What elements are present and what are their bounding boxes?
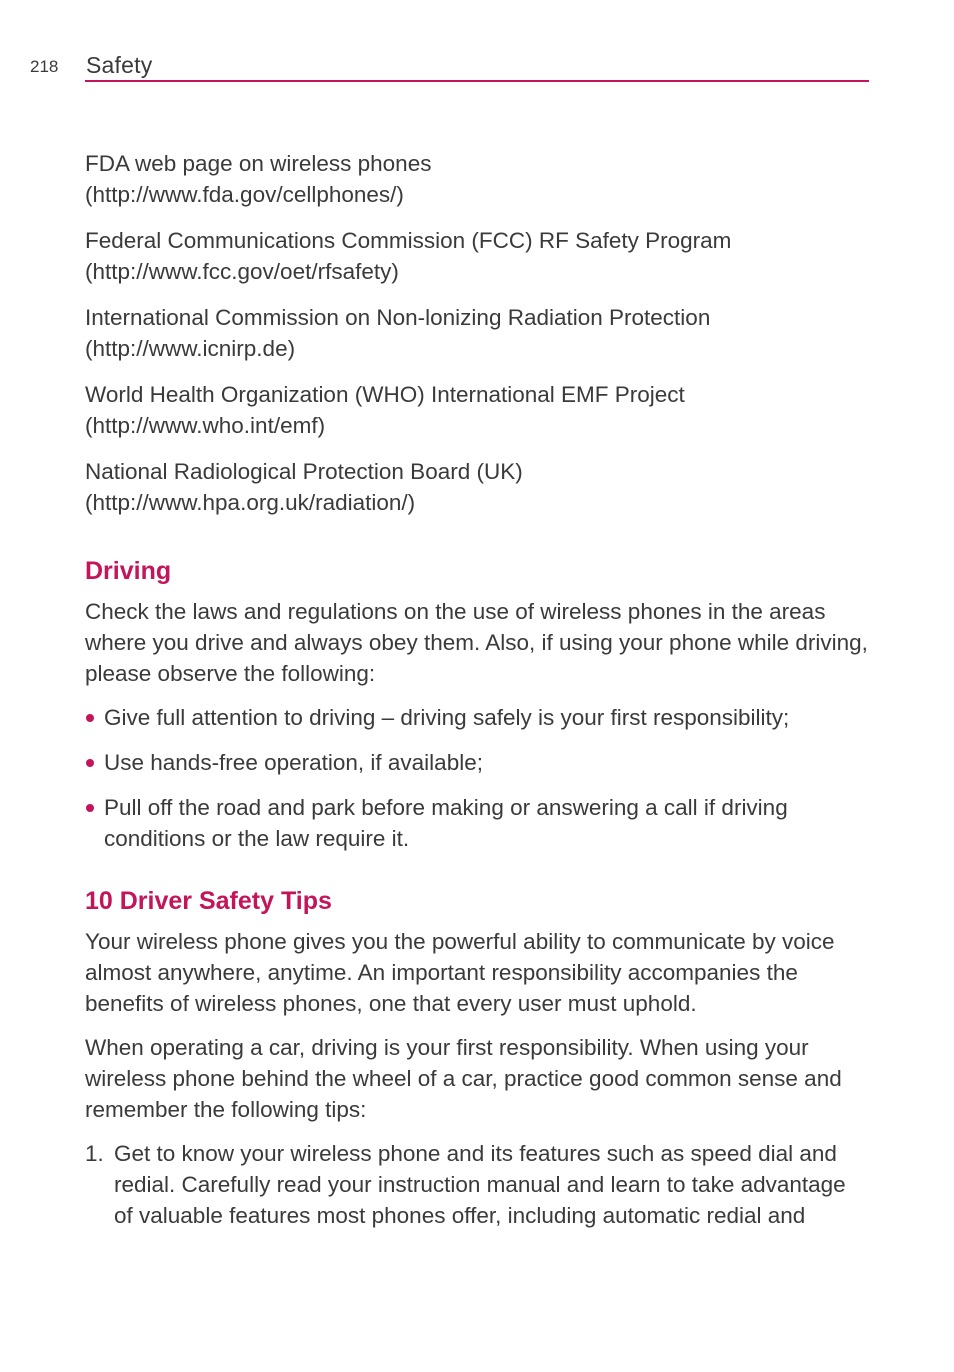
tips-paragraph-1: Your wireless phone gives you the powerful ability to communicate by voice almost anywhere, anytime. An important responsibility accompanies the benefits of wireless phones, one that every user must uphold. bbox=[85, 929, 835, 1016]
bullet-icon bbox=[86, 759, 94, 767]
resource-url: (http://www.icnirp.de) bbox=[85, 336, 296, 361]
header-rule bbox=[85, 80, 869, 82]
list-item bbox=[85, 747, 870, 778]
resource-name: Federal Communications Commission (FCC) RF Safety Program bbox=[85, 228, 732, 253]
resource-url: (http://www.hpa.org.uk/radiation/) bbox=[85, 490, 416, 515]
resource-item bbox=[85, 148, 870, 210]
resource-name: National Radiological Protection Board (UK) bbox=[85, 459, 523, 484]
resource-item bbox=[85, 379, 870, 441]
resource-name: World Health Organization (WHO) International EMF Project bbox=[85, 382, 685, 407]
bullet-text: Pull off the road and park before making or answering a call if driving conditions or the law require it. bbox=[104, 795, 788, 851]
list-item bbox=[85, 702, 870, 733]
resource-name: International Commission on Non-lonizing Radiation Protection bbox=[85, 305, 711, 330]
driving-intro: Check the laws and regulations on the use of wireless phones in the areas where you drive and always obey them. Also, if using your phone while driving, please observe the following: bbox=[85, 599, 868, 686]
bullet-icon bbox=[86, 714, 94, 722]
driving-heading: Driving bbox=[85, 557, 172, 585]
tips-paragraph-2: When operating a car, driving is your first responsibility. When using your wireless phone behind the wheel of a car, practice good common sense and remember the following tips: bbox=[85, 1035, 842, 1122]
tips-heading: 10 Driver Safety Tips bbox=[85, 887, 332, 915]
list-item bbox=[85, 792, 870, 854]
driving-bullet-list bbox=[85, 702, 870, 854]
bullet-text: Give full attention to driving – driving safely is your first responsibility; bbox=[104, 705, 790, 730]
resource-item bbox=[85, 302, 870, 364]
list-item bbox=[85, 1138, 870, 1231]
bullet-icon bbox=[86, 804, 94, 812]
list-text: Get to know your wireless phone and its features such as speed dial and redial. Carefully read your instruction manual and learn to take advantage of valuable features most phones offer, including automatic redial and bbox=[114, 1141, 846, 1228]
section-header: Safety bbox=[86, 52, 153, 78]
list-number: 1. bbox=[85, 1141, 104, 1166]
page-content bbox=[85, 148, 870, 1231]
resource-url: (http://www.fda.gov/cellphones/) bbox=[85, 182, 404, 207]
resource-url: (http://www.fcc.gov/oet/rfsafety) bbox=[85, 259, 399, 284]
page-number: 218 bbox=[30, 57, 59, 76]
bullet-text: Use hands-free operation, if available; bbox=[104, 750, 483, 775]
resource-name: FDA web page on wireless phones bbox=[85, 151, 432, 176]
resource-item bbox=[85, 456, 870, 518]
resource-item bbox=[85, 225, 870, 287]
resource-url: (http://www.who.int/emf) bbox=[85, 413, 326, 438]
tips-numbered-list bbox=[85, 1138, 870, 1231]
